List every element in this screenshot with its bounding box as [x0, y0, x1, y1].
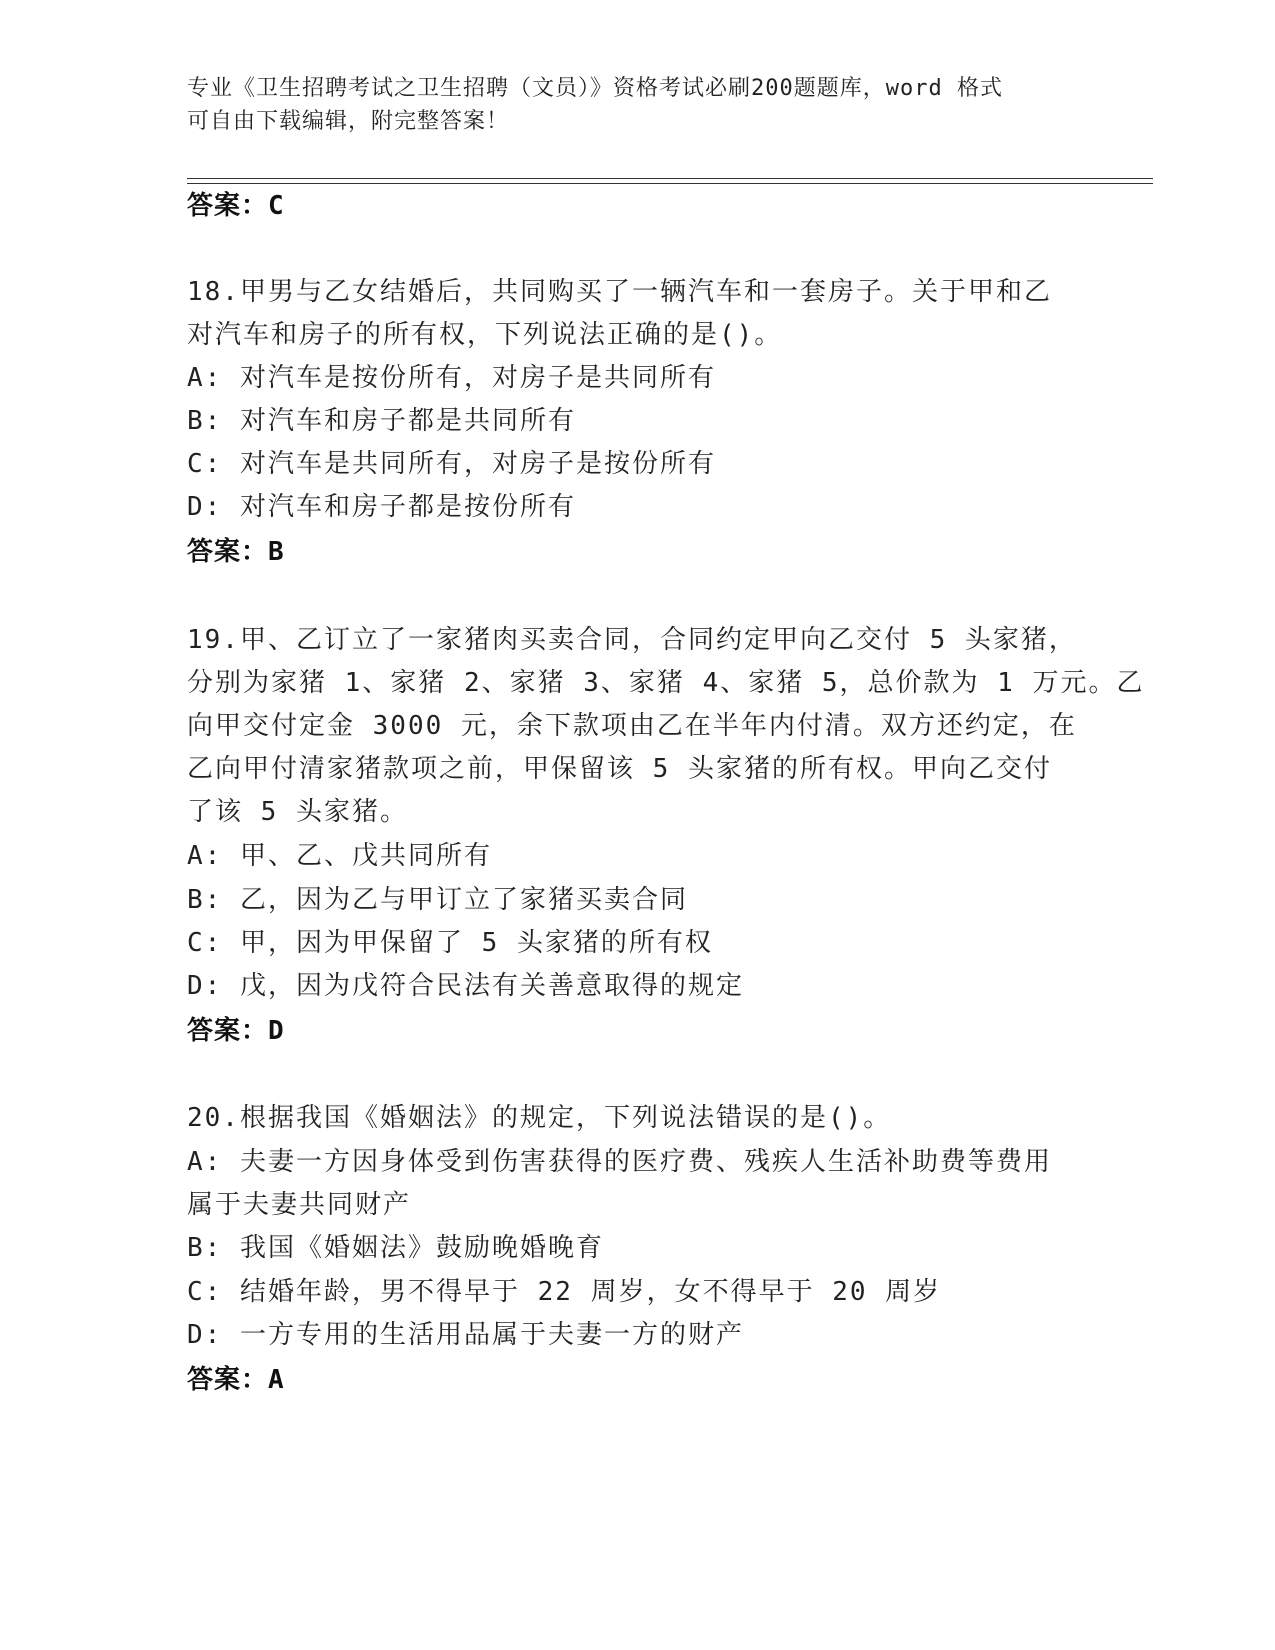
question-19-stem-line-2: 分别为家猪 1、家猪 2、家猪 3、家猪 4、家猪 5，总价款为 1 万元。乙 [187, 668, 1145, 698]
header-divider-bottom [187, 183, 1153, 184]
question-18-answer: 答案：B [187, 537, 285, 567]
header-line-2: 可自由下载编辑，附完整答案！ [187, 109, 510, 134]
question-18-stem-line-1: 18.甲男与乙女结婚后，共同购买了一辆汽车和一套房子。关于甲和乙 [187, 277, 1052, 307]
question-19-option-b: B: 乙，因为乙与甲订立了家猪买卖合同 [187, 885, 688, 915]
previous-question-answer: 答案：C [187, 191, 285, 221]
question-19-option-c: C: 甲，因为甲保留了 5 头家猪的所有权 [187, 928, 713, 958]
question-18-stem-line-2: 对汽车和房子的所有权，下列说法正确的是()。 [187, 320, 783, 350]
question-20-option-c: C: 结婚年龄，男不得早于 22 周岁，女不得早于 20 周岁 [187, 1277, 942, 1307]
document-header-note [187, 72, 1067, 138]
question-19-stem-line-1: 19.甲、乙订立了一家猪肉买卖合同，合同约定甲向乙交付 5 头家猪， [187, 625, 1077, 655]
question-20-answer: 答案：A [187, 1365, 285, 1395]
question-18-option-a: A: 对汽车是按份所有，对房子是共同所有 [187, 363, 716, 393]
question-20-option-b: B: 我国《婚姻法》鼓励晚婚晚育 [187, 1233, 604, 1263]
question-20-option-d: D: 一方专用的生活用品属于夫妻一方的财产 [187, 1320, 744, 1350]
question-18-option-b: B: 对汽车和房子都是共同所有 [187, 406, 576, 436]
question-20-option-a-line-2: 属于夫妻共同财产 [187, 1190, 412, 1220]
question-20-option-a-line-1: A: 夫妻一方因身体受到伤害获得的医疗费、残疾人生活补助费等费用 [187, 1147, 1052, 1177]
question-19-stem-line-4: 乙向甲付清家猪款项之前，甲保留该 5 头家猪的所有权。甲向乙交付 [187, 754, 1052, 784]
header-divider-top [187, 178, 1153, 179]
question-19-stem-line-5: 了该 5 头家猪。 [187, 797, 408, 827]
header-line-1: 专业《卫生招聘考试之卫生招聘（文员）》资格考试必刷200题题库，word 格式 [187, 76, 1003, 101]
question-20-stem-line-1: 20.根据我国《婚姻法》的规定，下列说法错误的是()。 [187, 1103, 892, 1133]
question-19-option-a: A: 甲、乙、戊共同所有 [187, 841, 492, 871]
question-19-option-d: D: 戊，因为戊符合民法有关善意取得的规定 [187, 971, 744, 1001]
question-18-option-d: D: 对汽车和房子都是按份所有 [187, 492, 576, 522]
question-19-stem-line-3: 向甲交付定金 3000 元，余下款项由乙在半年内付清。双方还约定，在 [187, 711, 1077, 741]
question-18-option-c: C: 对汽车是共同所有，对房子是按份所有 [187, 449, 716, 479]
question-19-answer: 答案：D [187, 1016, 285, 1046]
